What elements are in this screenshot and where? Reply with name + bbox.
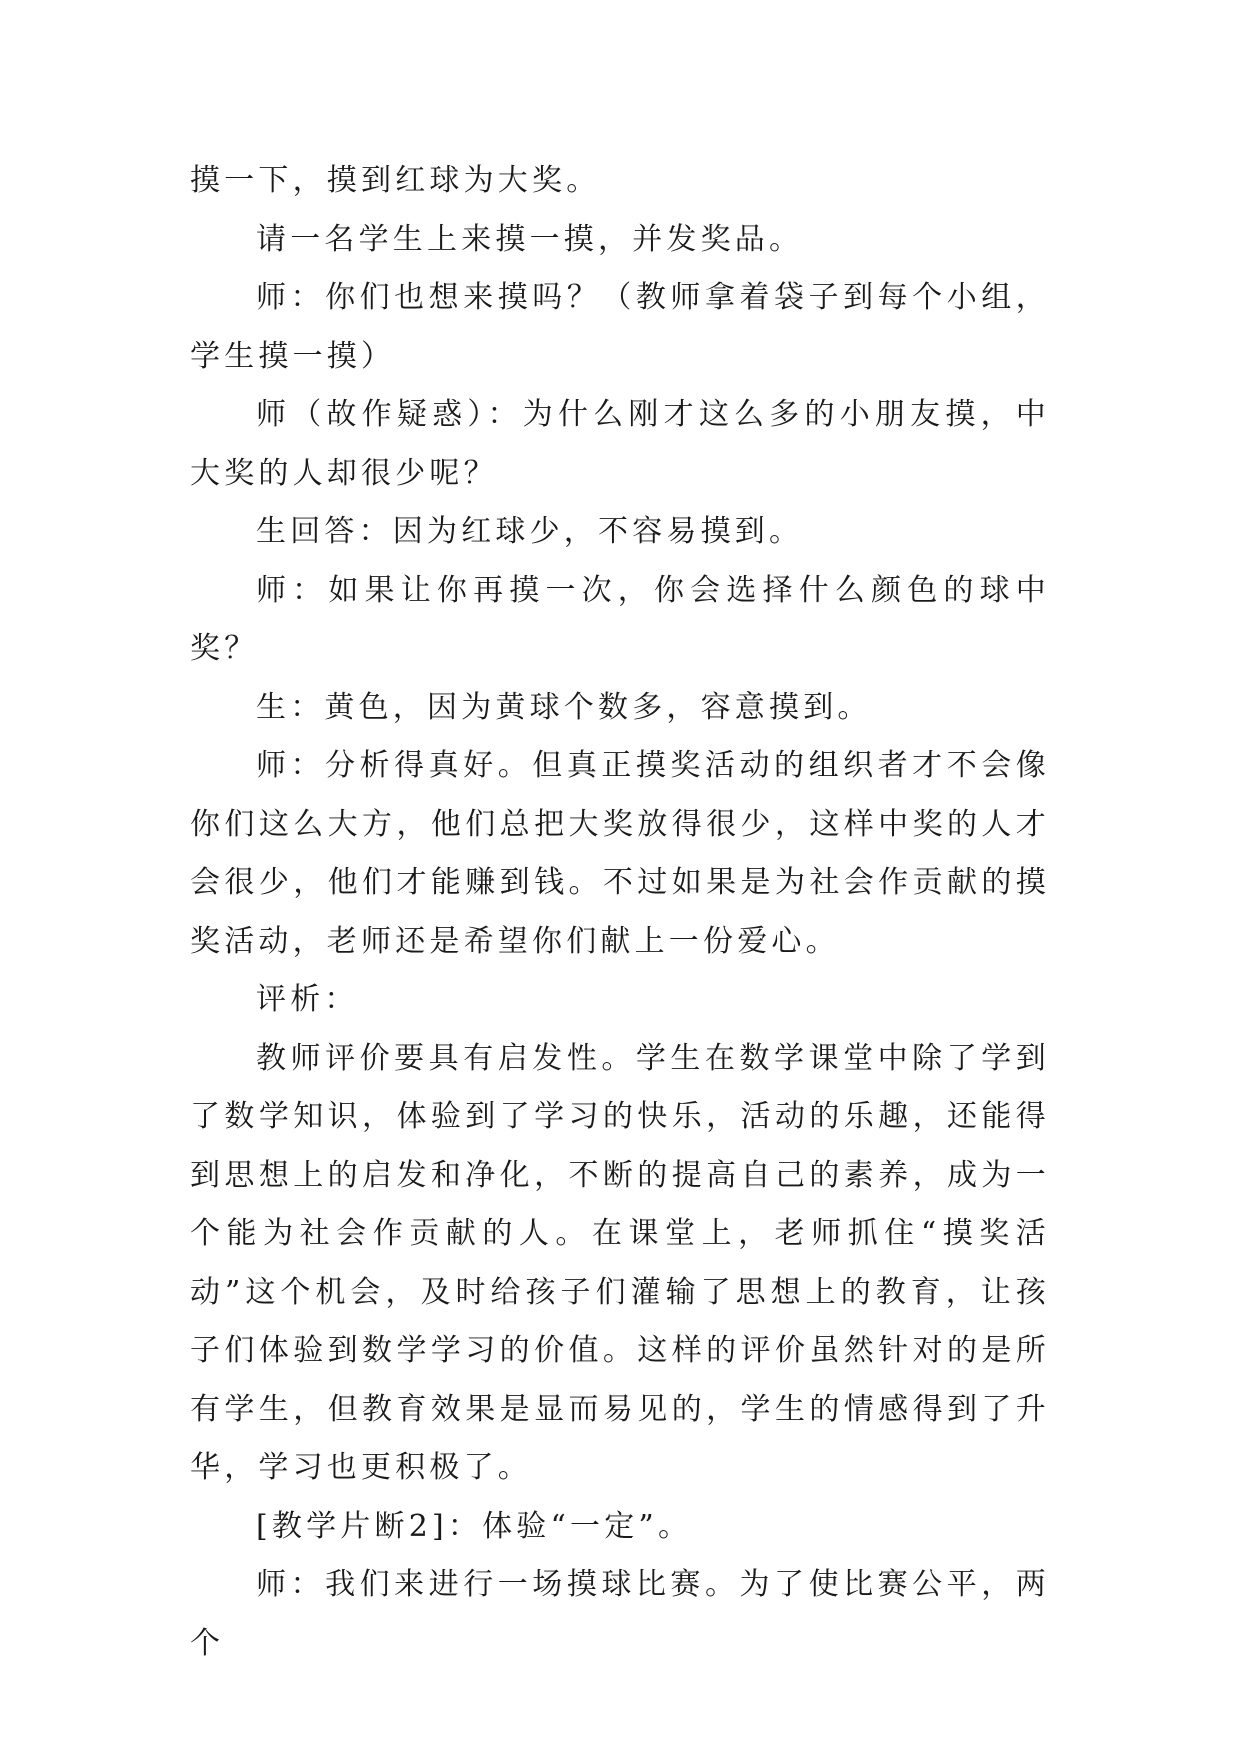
paragraph-commentary: 教师评价要具有启发性。学生在数学课堂中除了学到了数学知识，体验到了学习的快乐，活动的乐趣，还能得到思想上的启发和净化，不断的提高自己的素养，成为一个能为社会作贡献的人。在课堂上，老师抓住“摸奖活动”这个机会，及时给孩子们灌输了思想上的教育，让孩子们体验到数学学习的价值。这样的评价虽然针对的是所有学生，但教育效果是显而易见的，学生的情感得到了升华，学习也更积极了。 — [190, 1040, 1050, 1485]
paragraph-teacher-question: 师（故作疑惑）：为什么刚才这么多的小朋友摸，中大奖的人却很少呢？ — [190, 397, 1050, 491]
paragraph-commentary-heading: 评析： — [256, 982, 359, 1017]
paragraph-student-draws: 请一名学生上来摸一摸，并发奖品。 — [256, 221, 804, 257]
paragraph-student-answer: 生回答：因为红球少，不容易摸到。 — [256, 514, 804, 549]
paragraph-teacher-analysis: 师：分析得真好。但真正摸奖活动的组织者才不会像你们这么大方，他们总把大奖放得很少，这样中奖的人才会很少，他们才能赚到钱。不过如果是为社会作贡献的摸奖活动，老师还是希望你们献上一份爱心。 — [190, 748, 1050, 959]
paragraph-teacher-invites: 师：你们也想来摸吗？（教师拿着袋子到每个小组，学生摸一摸） — [190, 280, 1050, 374]
paragraph-continuation: 摸一下，摸到红球为大奖。 — [190, 163, 601, 198]
paragraph-teacher-contest: 师：我们来进行一场摸球比赛。为了使比赛公平，两个 — [190, 1567, 1050, 1661]
paragraph-teacher-choice: 师：如果让你再摸一次，你会选择什么颜色的球中奖？ — [190, 572, 1050, 666]
paragraph-segment-2-heading: [教学片断2]：体验“一定”。 — [256, 1508, 693, 1544]
document-body — [190, 152, 1050, 1673]
paragraph-student-yellow: 生：黄色，因为黄球个数多，容意摸到。 — [256, 689, 872, 725]
